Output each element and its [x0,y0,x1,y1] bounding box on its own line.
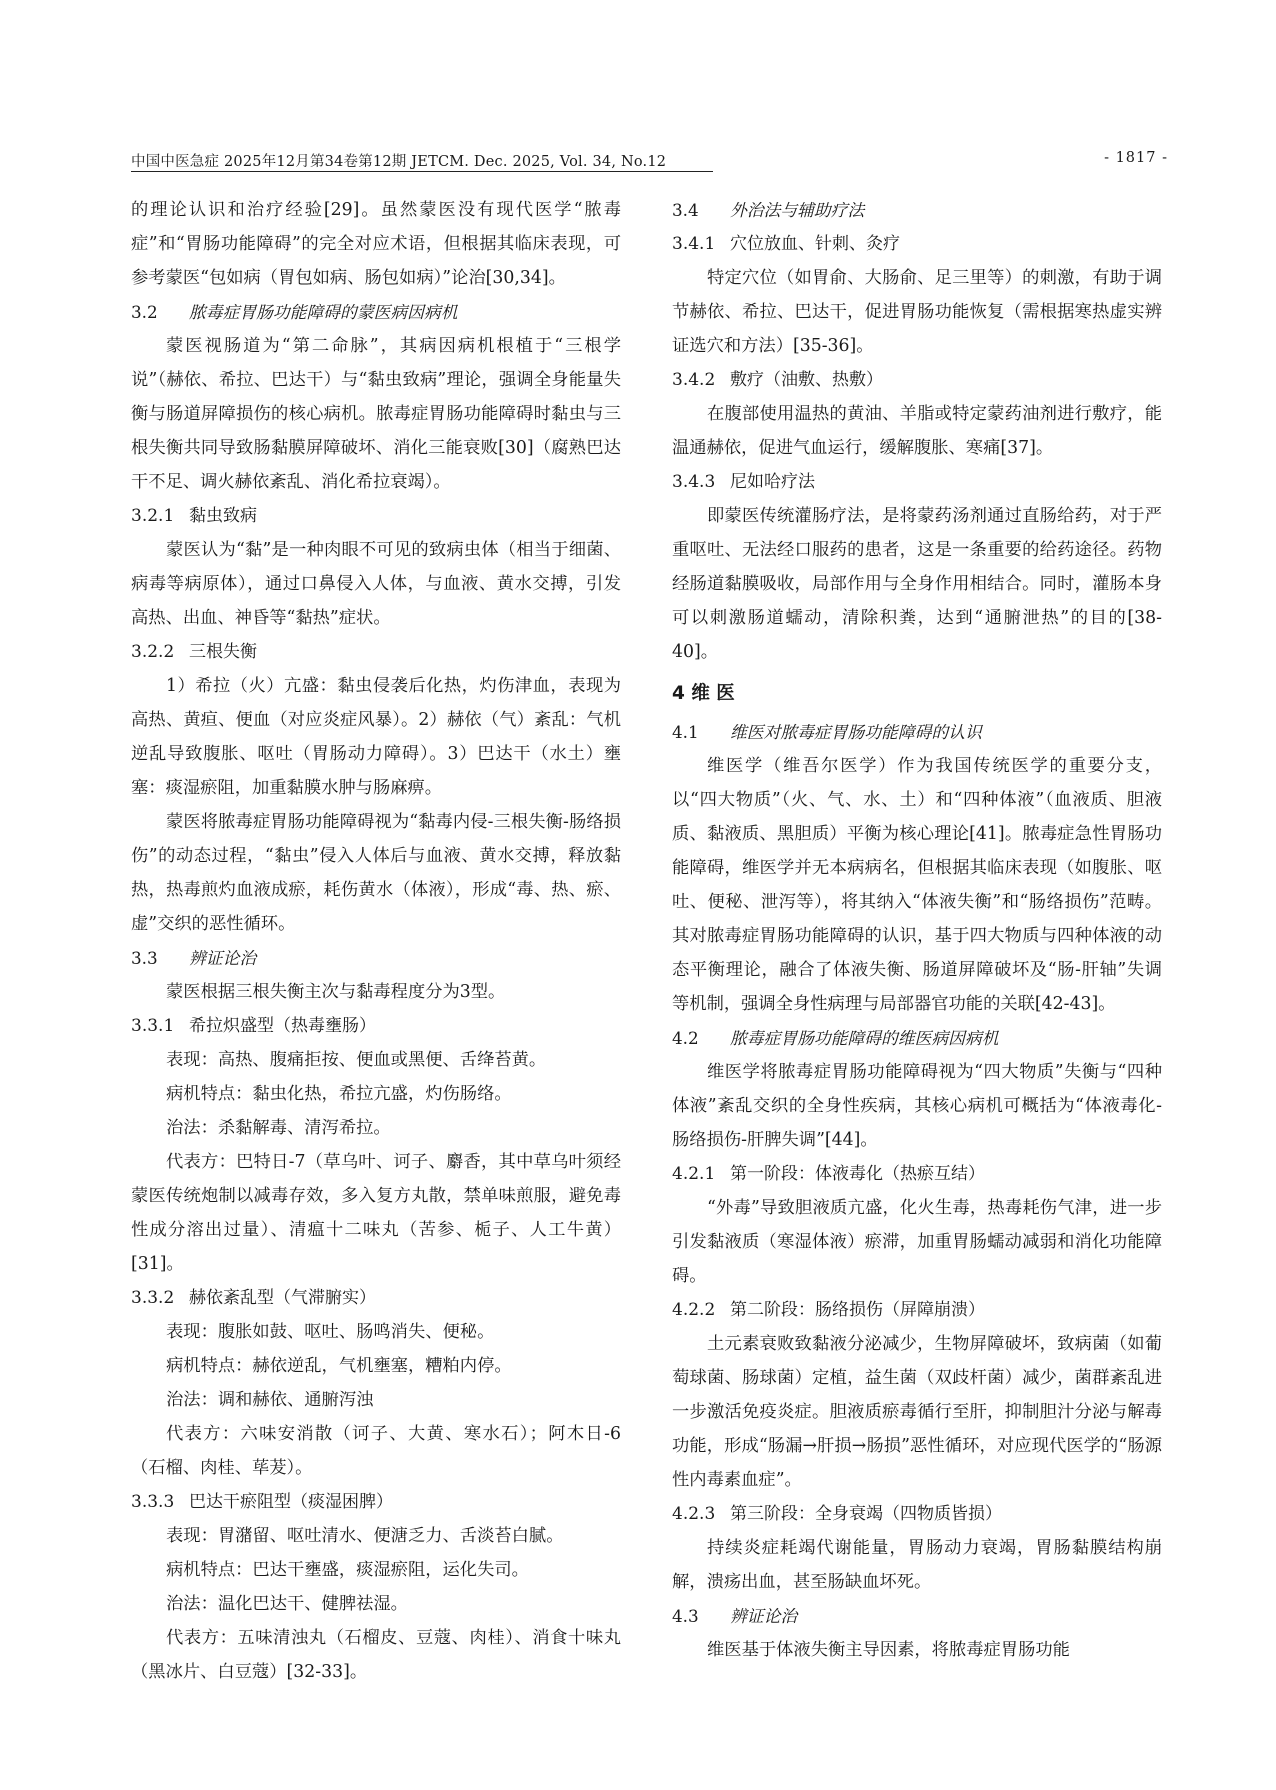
paragraph: 1）希拉（火）亢盛：黏虫侵袭后化热，灼伤津血，表现为高热、黄疸、便血（对应炎症风暴）。2）赫依（气）紊乱：气机逆乱导致腹胀、呕吐（胃肠动力障碍）。3）巴达干（水土）壅塞：痰湿瘀阻，加重黏膜水肿与肠麻痹。 [131,676,621,798]
section-heading-4-2-2 [672,1293,1162,1327]
paragraph: 维医学（维吾尔医学）作为我国传统医学的重要分支，以“四大物质”（火、气、水、土）和“四种体液”（血液质、胆液质、黏液质、黑胆质）平衡为核心理论[41]。脓毒症急性胃肠功能障碍，维医学并无本病病名，但根据其临床表现（如腹胀、呕吐、便秘、泄泻等），将其纳入“体液失衡”和“肠络损伤”范畴。其对脓毒症胃肠功能障碍的认识，基于四大物质与四种体液的动态平衡理论，融合了体液失衡、肠道屏障破坏及“肠-肝轴”失调等机制，强调全身性病理与局部器官功能的关联[42-43]。 [672,756,1162,1014]
type-manifestation: 表现：高热、腹痛拒按、便血或黑便、舌绛苔黄。 [166,1050,547,1070]
paragraph: 持续炎症耗竭代谢能量，胃肠动力衰竭，胃肠黏膜结构崩解，溃疡出血，甚至肠缺血坏死。 [672,1538,1162,1592]
section-title: 希拉炽盛型（热毒壅肠） [189,1016,376,1036]
section-number: 3.3 [131,948,158,968]
section-number: 4.2.2 [672,1300,716,1320]
paragraph: 土元素衰败致黏液分泌减少，生物屏障破坏，致病菌（如葡萄球菌、肠球菌）定植，益生菌（双歧杆菌）减少，菌群紊乱进一步激活免疫炎症。胆液质瘀毒循行至肝，抑制胆汁分泌与解毒功能，形成“肠漏→肝损→肠损”恶性循环，对应现代医学的“肠源性内毒素血症”。 [672,1334,1162,1490]
type-formula: 代表方：巴特日-7（草乌叶、诃子、麝香，其中草乌叶须经蒙医传统炮制以减毒存效，多入复方丸散，禁单味煎服，避免毒性成分溶出过量）、清瘟十二味丸（苦参、栀子、人工牛黄）[31]。 [131,1152,621,1274]
type-treatment: 治法：温化巴达干、健脾祛湿。 [166,1594,408,1614]
section-title: 外治法与辅助疗法 [730,200,865,220]
type-manifestation: 表现：胃潴留、呕吐清水、便溏乏力、舌淡苔白腻。 [166,1526,564,1546]
paragraph: 维医基于体液失衡主导因素，将脓毒症胃肠功能 [707,1640,1070,1660]
section-heading-3-4 [672,193,1162,227]
paragraph: 蒙医认为“黏”是一种肉眼不可见的致病虫体（相当于细菌、病毒等病原体），通过口鼻侵入人体，与血液、黄水交搏，引发高热、出血、神昏等“黏热”症状。 [131,540,621,628]
section-number: 3.4 [672,200,699,220]
section-heading-3-3-1 [131,1009,621,1043]
section-heading-3-3-3 [131,1485,621,1519]
type-pathogenesis: 病机特点：黏虫化热，希拉亢盛，灼伤肠络。 [166,1084,512,1104]
section-title: 三根失衡 [189,642,257,662]
section-number: 3.2.2 [131,642,175,662]
section-heading-3-3-2 [131,1281,621,1315]
section-title: 尼如哈疗法 [730,472,815,492]
section-heading-3-3 [131,941,621,975]
section-heading-4-1 [672,715,1162,749]
section-heading-3-2-2 [131,635,621,669]
paragraph: 蒙医视肠道为“第二命脉”，其病因病机根植于“三根学说”（赫依、希拉、巴达干）与“黏虫致病”理论，强调全身能量失衡与肠道屏障损伤的核心病机。脓毒症胃肠功能障碍时黏虫与三根失衡共同导致肠黏膜屏障破坏、消化三能衰败[30]（腐熟巴达干不足、调火赫依紊乱、消化希拉衰竭）。 [131,336,621,492]
section-title: 穴位放血、针刺、灸疗 [730,234,900,254]
type-formula: 代表方：五味清浊丸（石榴皮、豆蔻、肉桂）、消食十味丸（黑冰片、白豆蔻）[32-33]。 [131,1628,621,1682]
section-number: 3.4.2 [672,370,716,390]
type-treatment: 治法：杀黏解毒、清泻希拉。 [166,1118,391,1138]
section-heading-3-2-1 [131,499,621,533]
section-number: 3.4.1 [672,234,716,254]
type-pathogenesis: 病机特点：赫依逆乱，气机壅塞，糟粕内停。 [166,1356,512,1376]
paragraph: 即蒙医传统灌肠疗法，是将蒙药汤剂通过直肠给药，对于严重呕吐、无法经口服药的患者，这是一条重要的给药途径。药物经肠道黏膜吸收，局部作用与全身作用相结合。同时，灌肠本身可以刺激肠道蠕动，清除积粪，达到“通腑泄热”的目的[38-40]。 [672,506,1162,662]
paragraph: 蒙医根据三根失衡主次与黏毒程度分为3型。 [166,982,506,1002]
right-column [672,193,1162,1667]
section-title: 辨证论治 [730,1606,798,1626]
section-number: 3.4.3 [672,472,716,492]
section-number: 3.3.2 [131,1288,175,1308]
section-heading-4-2-3 [672,1497,1162,1531]
section-number: 4.1 [672,722,699,742]
section-number: 4.2.3 [672,1504,716,1524]
section-heading-4: 4 维 医 [672,683,735,704]
section-number: 3.2.1 [131,506,175,526]
left-column [131,193,621,1689]
section-title: 维医对脓毒症胃肠功能障碍的认识 [730,722,982,742]
paragraph: 的理论认识和治疗经验[29]。虽然蒙医没有现代医学“脓毒症”和“胃肠功能障碍”的完全对应术语，但根据其临床表现，可参考蒙医“包如病（胃包如病、肠包如病）”论治[30,34]。 [131,200,621,288]
paragraph: 在腹部使用温热的黄油、羊脂或特定蒙药油剂进行敷疗，能温通赫依，促进气血运行，缓解腹胀、寒痛[37]。 [672,404,1162,458]
type-treatment: 治法：调和赫依、通腑泻浊 [166,1390,374,1410]
section-title: 第三阶段：全身衰竭（四物质皆损） [730,1504,1002,1524]
section-title: 赫依紊乱型（气滞腑实） [189,1288,376,1308]
section-title: 巴达干瘀阻型（痰湿困脾） [189,1492,393,1512]
section-heading-3-4-2 [672,363,1162,397]
section-number: 3.3.3 [131,1492,175,1512]
paragraph: “外毒”导致胆液质亢盛，化火生毒，热毒耗伤气津，进一步引发黏液质（寒湿体液）瘀滞，加重胃肠蠕动减弱和消化功能障碍。 [672,1198,1162,1286]
section-number: 3.2 [131,302,158,322]
type-formula: 代表方：六味安消散（诃子、大黄、寒水石）；阿木日-6（石榴、肉桂、荜茇）。 [131,1424,621,1478]
section-heading-3-4-1 [672,227,1162,261]
section-title: 第二阶段：肠络损伤（屏障崩溃） [730,1300,985,1320]
page-number: - 1817 - [1104,150,1168,166]
section-title: 辨证论治 [189,948,257,968]
section-number: 4.2.1 [672,1164,716,1184]
paragraph: 蒙医将脓毒症胃肠功能障碍视为“黏毒内侵-三根失衡-肠络损伤”的动态过程，“黏虫”侵入人体后与血液、黄水交搏，释放黏热，热毒煎灼血液成瘀，耗伤黄水（体液），形成“毒、热、瘀、虚”交织的恶性循环。 [131,812,621,934]
type-pathogenesis: 病机特点：巴达干壅盛，痰湿瘀阻，运化失司。 [166,1560,529,1580]
header-rule [131,171,713,172]
section-heading-4-3 [672,1599,1162,1633]
section-title: 脓毒症胃肠功能障碍的维医病因病机 [730,1028,999,1048]
journal-info: 中国中医急症 2025年12月第34卷第12期 JETCM. Dec. 2025, Vol. 34, No.12 [131,154,667,170]
section-heading-3-2 [131,295,621,329]
section-title: 脓毒症胃肠功能障碍的蒙医病因病机 [189,302,458,322]
section-heading-4-2-1 [672,1157,1162,1191]
type-manifestation: 表现：腹胀如鼓、呕吐、肠鸣消失、便秘。 [166,1322,495,1342]
section-number: 4.3 [672,1606,699,1626]
paragraph: 维医学将脓毒症胃肠功能障碍视为“四大物质”失衡与“四种体液”紊乱交织的全身性疾病，其核心病机可概括为“体液毒化-肠络损伤-肝脾失调”[44]。 [672,1062,1162,1150]
paragraph: 特定穴位（如胃俞、大肠俞、足三里等）的刺激，有助于调节赫依、希拉、巴达干，促进胃肠功能恢复（需根据寒热虚实辨证选穴和方法）[35-36]。 [672,268,1162,356]
section-title: 第一阶段：体液毒化（热瘀互结） [730,1164,985,1184]
section-heading-3-4-3 [672,465,1162,499]
section-heading-4-2 [672,1021,1162,1055]
section-number: 4.2 [672,1028,699,1048]
section-title: 敷疗（油敷、热敷） [730,370,883,390]
section-title: 黏虫致病 [189,506,257,526]
section-number: 3.3.1 [131,1016,175,1036]
